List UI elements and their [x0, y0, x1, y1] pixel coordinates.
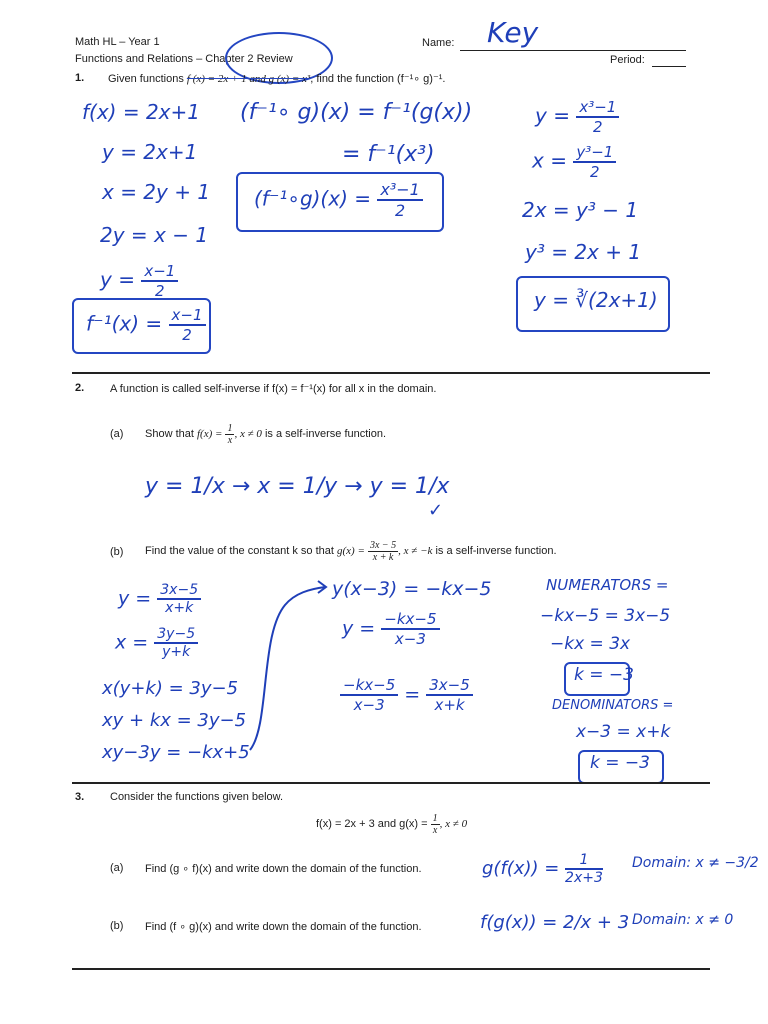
- q2b-gx: g(x) =: [337, 545, 365, 557]
- q2b-right-line-7: k = −3: [590, 753, 650, 773]
- q2b-right-line-3: −kx = 3x: [550, 634, 631, 654]
- q1-left-line-1: f(x) = 2x+1: [82, 100, 200, 124]
- q2a-prompt: [145, 420, 386, 448]
- name-line: [460, 50, 686, 51]
- q2b-right-line-5: DENOMINATORS =: [552, 698, 674, 713]
- q2b-left-fraction-2: $\frac{3y-5}{y+k}$: [154, 626, 198, 660]
- q1-right-line-3: 2x = y³ − 1: [522, 198, 639, 222]
- q3a-answer: [482, 852, 603, 886]
- q2b-left-line-3: x(y+k) = 3y−5: [102, 678, 239, 699]
- q2b-right-line-6: x−3 = x+k: [576, 722, 671, 742]
- q2b-mid-fraction-1: $\frac{-kx-5}{x-3}$: [381, 610, 439, 648]
- q1-right-line-2: [532, 143, 616, 181]
- name-value: Key: [487, 16, 539, 49]
- q2b-mid-y: y =: [342, 617, 376, 640]
- q1-right-y: y =: [535, 103, 570, 128]
- q1-left-y: y =: [100, 267, 135, 292]
- q2b-left-x: x =: [115, 631, 149, 654]
- q1-left-line-2: y = 2x+1: [102, 140, 198, 164]
- q3b-text: Find (f ∘ g)(x) and write down the domain of the function.: [145, 921, 422, 933]
- q3a-label: (a): [110, 862, 124, 874]
- q2b-mid-line-1: y(x−3) = −kx−5: [332, 578, 492, 600]
- q3a-text: Find (g ∘ f)(x) and write down the domain of the function.: [145, 863, 422, 875]
- q3a-domain: Domain: x ≠ −3/2: [632, 855, 759, 871]
- q2b-left-line-1: [118, 582, 201, 616]
- q3b-answer: f(g(x)) = 2/x + 3: [480, 912, 630, 933]
- q2a-work: y = 1/x → x = 1/y → y = 1/x: [145, 474, 450, 499]
- course-label: Math HL – Year 1: [75, 36, 160, 48]
- period-label: Period:: [610, 54, 645, 66]
- q2b-right-line-4: k = −3: [574, 665, 634, 685]
- worksheet-title: Functions and Relations – Chapter 2 Review: [75, 53, 293, 65]
- q2a-fraction: $\frac{1}{x}$: [227, 422, 233, 446]
- q2b-left-line-2: [115, 626, 198, 660]
- q2b-right-line-2: −kx−5 = 3x−5: [540, 606, 671, 626]
- q1-left-answer: [86, 306, 206, 344]
- q3a-answer-fraction: $\frac{1}{2x+3}$: [565, 852, 603, 886]
- q3-number: 3.: [75, 791, 85, 803]
- q1-left-answer-label: f⁻¹(x) =: [86, 311, 163, 336]
- q1-mid-line-2: = f⁻¹(x³): [342, 142, 435, 167]
- q3-definitions: [316, 810, 467, 838]
- section-divider-2: [72, 782, 710, 784]
- q1-left-line-5: [100, 262, 178, 300]
- q1-number: 1.: [75, 72, 85, 84]
- q1-right-x: x =: [532, 148, 567, 173]
- q1-mid-answer-label: (f⁻¹∘g)(x) =: [254, 186, 371, 211]
- q1-right-fraction-1: $\frac{\text{x³−1}}{2}$: [576, 98, 619, 136]
- q3-def-cond: , x ≠ 0: [439, 818, 468, 830]
- q1-mid-answer: [254, 180, 423, 220]
- q2b-text-a: Find the value of the constant k so that: [145, 545, 334, 557]
- q2-intro: A function is called self-inverse if f(x) = f⁻¹(x) for all x in the domain.: [110, 383, 437, 395]
- q3a-answer-label: g(f(x)) =: [482, 858, 560, 879]
- q1-left-line-3: x = 2y + 1: [102, 180, 211, 204]
- q2a-text-b: is a self-inverse function.: [264, 428, 387, 440]
- q1-prompt-c: , find the function (f⁻¹∘ g)⁻¹.: [310, 73, 446, 85]
- q1-left-fraction: $\frac{x-1}{2}$: [141, 262, 178, 300]
- q1-left-line-4: 2y = x − 1: [100, 223, 209, 247]
- q2a-fx: f(x) =: [196, 428, 223, 440]
- section-divider-3: [72, 968, 710, 970]
- q2b-mid-line-3: [340, 676, 473, 714]
- q1-mid-line-1: (f⁻¹∘ g)(x) = f⁻¹(g(x)): [240, 100, 473, 125]
- q3b-domain: Domain: x ≠ 0: [632, 912, 734, 928]
- q2b-left-line-4: xy + kx = 3y−5: [102, 710, 247, 731]
- q3-intro: Consider the functions given below.: [110, 791, 284, 803]
- q2b-connector-arrow: [240, 575, 330, 755]
- q1-mid-answer-fraction: $\frac{\text{x³−1}}{2}$: [377, 180, 422, 220]
- q2a-label: (a): [110, 428, 124, 440]
- q2b-left-line-5: xy−3y = −kx+5: [102, 742, 250, 763]
- period-line: [652, 66, 686, 67]
- q2b-left-y: y =: [118, 587, 152, 610]
- q2b-left-fraction-1: $\frac{3x-5}{x+k}$: [157, 582, 201, 616]
- q2-number: 2.: [75, 382, 85, 394]
- q3-def-fraction: $\frac{1}{x}$: [432, 812, 438, 836]
- q2b-cond: , x ≠ −k: [398, 545, 433, 557]
- q1-right-fraction-2: $\frac{\text{y³−1}}{2}$: [573, 143, 616, 181]
- q2b-label: (b): [110, 546, 124, 558]
- q2b-prompt: [145, 537, 557, 565]
- q3b-label: (b): [110, 920, 124, 932]
- q2b-text-b: is a self-inverse function.: [435, 545, 557, 557]
- q1-left-answer-fraction: $\frac{x-1}{2}$: [169, 306, 206, 344]
- q1-prompt: [108, 72, 445, 85]
- q1-prompt-functions: f (x) = 2x + 1 and g (x) = x³: [186, 73, 311, 85]
- q2b-mid-equals: =: [404, 683, 421, 706]
- q2a-text-a: Show that: [145, 428, 194, 440]
- q2b-mid-fraction-3: $\frac{3x-5}{x+k}$: [426, 676, 473, 714]
- section-divider-1: [72, 372, 710, 374]
- q1-right-answer: y = ∛(2x+1): [534, 288, 658, 312]
- q2a-cond: , x ≠ 0: [234, 428, 262, 440]
- q2b-mid-line-2: [342, 610, 440, 648]
- q2a-checkmark: ✓: [428, 500, 444, 521]
- q1-right-line-1: [535, 98, 619, 136]
- q2b-right-line-1: NUMERATORS =: [546, 576, 669, 594]
- q1-prompt-a: Given functions: [108, 73, 184, 85]
- q3-def-f: f(x) = 2x + 3 and g(x) =: [316, 818, 428, 830]
- q2b-mid-fraction-2: $\frac{-kx-5}{x-3}$: [340, 676, 398, 714]
- q2b-fraction: $\frac{3x - 5}{x + k}$: [369, 539, 397, 563]
- q1-right-line-4: y³ = 2x + 1: [525, 240, 642, 264]
- name-label: Name:: [422, 37, 455, 49]
